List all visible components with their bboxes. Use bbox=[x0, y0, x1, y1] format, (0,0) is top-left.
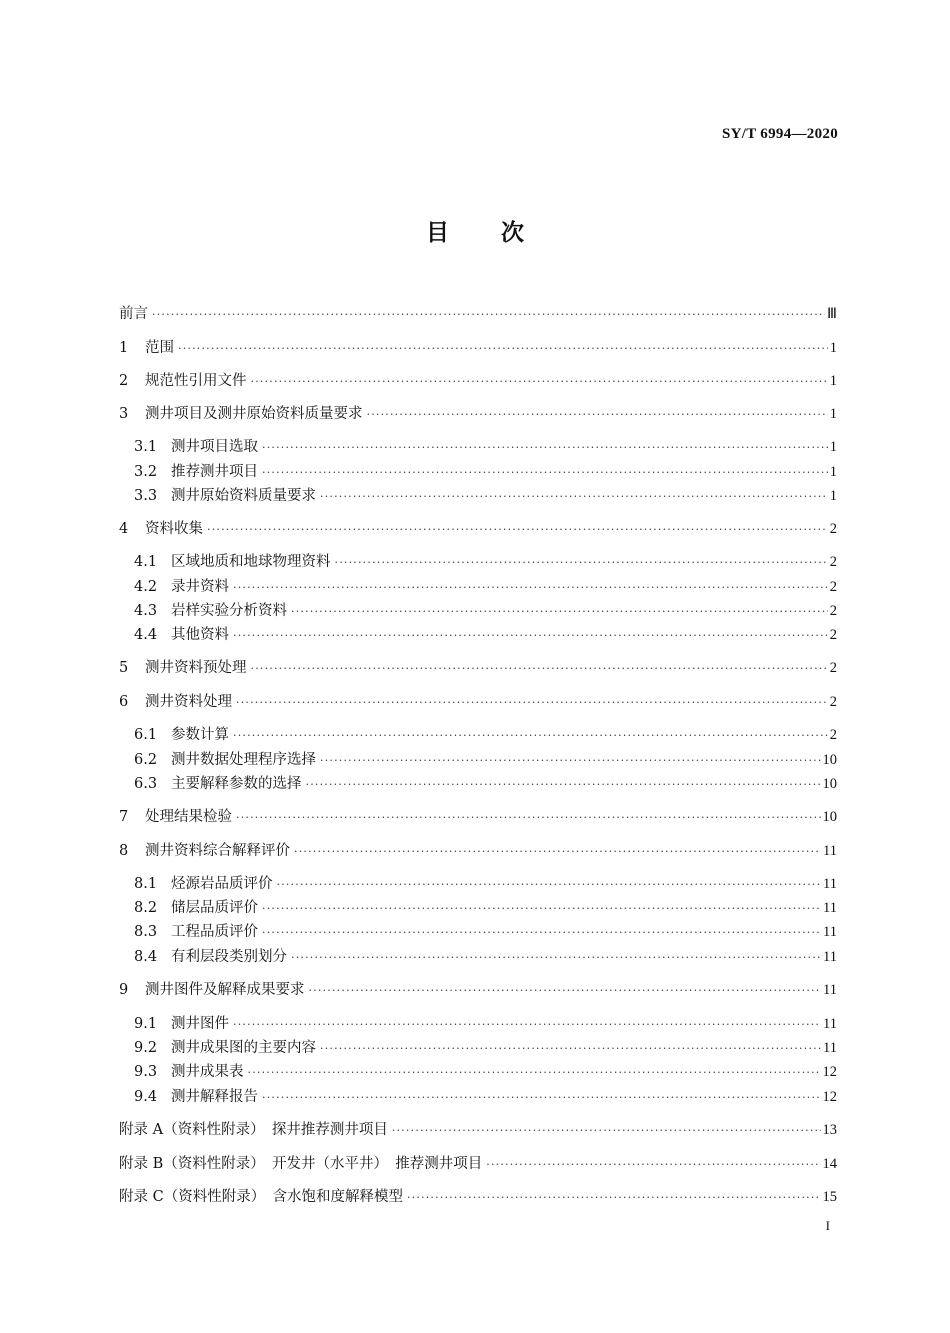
toc-leader-dots bbox=[236, 693, 828, 713]
toc-entry-page: 11 bbox=[823, 1016, 837, 1032]
toc-leader-dots bbox=[207, 520, 828, 540]
toc-entry-label: 附录 C（资料性附录） 含水饱和度解释模型 bbox=[119, 1189, 403, 1205]
toc-leader-dots bbox=[309, 981, 822, 1001]
toc-entry-number: 6.3 bbox=[134, 776, 158, 792]
toc-entry-page: 10 bbox=[822, 776, 837, 792]
toc-entry-number: 3 bbox=[119, 406, 129, 422]
toc-entry-page: 12 bbox=[822, 1064, 837, 1080]
toc-entry-label: 处理结果检验 bbox=[145, 809, 232, 825]
toc-entry[interactable] bbox=[134, 624, 837, 646]
toc-entry-label: 测井项目及测井原始资料质量要求 bbox=[145, 406, 363, 422]
toc-entry[interactable] bbox=[119, 979, 837, 1001]
toc-entry[interactable] bbox=[134, 946, 837, 968]
toc-entry[interactable] bbox=[119, 518, 837, 540]
toc-entry-page: 1 bbox=[829, 488, 837, 504]
toc-leader-dots bbox=[291, 948, 821, 968]
toc-entry-label: 烃源岩品质评价 bbox=[171, 876, 273, 892]
page-title bbox=[0, 214, 950, 247]
toc-entry[interactable] bbox=[134, 921, 837, 943]
toc-entry-page: 14 bbox=[822, 1156, 837, 1172]
toc-entry-number: 8.3 bbox=[134, 924, 158, 940]
toc-entry[interactable] bbox=[134, 1061, 837, 1083]
toc-leader-dots bbox=[277, 875, 822, 895]
toc-leader-dots bbox=[233, 726, 828, 746]
toc-entry-page: 1 bbox=[829, 464, 837, 480]
title-char-2: 次 bbox=[501, 220, 524, 246]
toc-entry-label: 储层品质评价 bbox=[171, 900, 258, 916]
toc-entry-label: 规范性引用文件 bbox=[145, 373, 247, 389]
toc-entry-label: 测井项目选取 bbox=[171, 439, 258, 455]
toc-entry-page: 11 bbox=[823, 1040, 837, 1056]
toc-entry-page: 1 bbox=[829, 373, 837, 389]
toc-entry-page: 2 bbox=[829, 727, 837, 743]
toc-entry-page: 11 bbox=[823, 949, 837, 965]
toc-entry-page: 11 bbox=[823, 843, 837, 859]
toc-entry[interactable] bbox=[134, 1037, 837, 1059]
toc-entry[interactable] bbox=[119, 303, 837, 325]
toc-entry[interactable] bbox=[134, 1013, 837, 1035]
toc-leader-dots bbox=[367, 405, 828, 425]
toc-leader-dots bbox=[178, 339, 828, 359]
toc-entry-number: 6.2 bbox=[134, 752, 158, 768]
toc-entry-number: 3.1 bbox=[134, 439, 158, 455]
toc-leader-dots bbox=[306, 775, 821, 795]
toc-entry[interactable] bbox=[119, 370, 837, 392]
toc-entry-label: 测井解释报告 bbox=[171, 1089, 258, 1105]
toc-entry[interactable] bbox=[134, 897, 837, 919]
toc-entry-page: 11 bbox=[823, 900, 837, 916]
toc-leader-dots bbox=[262, 463, 828, 483]
toc-entry-number: 7 bbox=[119, 809, 129, 825]
toc-entry-label: 测井数据处理程序选择 bbox=[171, 752, 316, 768]
toc-leader-dots bbox=[335, 553, 828, 573]
toc-entry-number: 8.1 bbox=[134, 876, 158, 892]
toc-entry-label: 测井资料预处理 bbox=[145, 660, 247, 676]
toc-entry-label: 测井资料综合解释评价 bbox=[145, 843, 290, 859]
toc-leader-dots bbox=[233, 578, 828, 598]
toc-entry[interactable] bbox=[134, 436, 837, 458]
toc-entry-page: 11 bbox=[823, 924, 837, 940]
toc-entry[interactable] bbox=[134, 724, 837, 746]
toc-entry[interactable] bbox=[119, 657, 837, 679]
toc-entry-label: 测井成果图的主要内容 bbox=[171, 1040, 316, 1056]
toc-entry[interactable] bbox=[134, 600, 837, 622]
toc-entry-page: 2 bbox=[829, 694, 837, 710]
toc-entry[interactable] bbox=[134, 1086, 837, 1108]
toc-entry-number: 9.1 bbox=[134, 1016, 158, 1032]
toc-leader-dots bbox=[486, 1155, 820, 1175]
toc-entry-label: 其他资料 bbox=[171, 627, 229, 643]
toc-leader-dots bbox=[262, 438, 828, 458]
toc-leader-dots bbox=[320, 487, 828, 507]
toc-entry-number: 9.4 bbox=[134, 1089, 158, 1105]
toc-entry[interactable] bbox=[119, 1153, 837, 1175]
toc-entry[interactable] bbox=[119, 403, 837, 425]
toc-entry[interactable] bbox=[134, 576, 837, 598]
toc-entry[interactable] bbox=[119, 337, 837, 359]
toc-entry-page: 1 bbox=[829, 439, 837, 455]
toc-entry-label: 附录 B（资料性附录） 开发井（水平井） 推荐测井项目 bbox=[119, 1156, 483, 1172]
toc-entry[interactable] bbox=[134, 461, 837, 483]
toc-leader-dots bbox=[407, 1188, 821, 1208]
toc-leader-dots bbox=[248, 1063, 821, 1083]
toc-entry-label: 测井原始资料质量要求 bbox=[171, 488, 316, 504]
toc-entry-number: 4 bbox=[119, 521, 129, 537]
toc-entry-page: 2 bbox=[829, 603, 837, 619]
toc-entry[interactable] bbox=[119, 1119, 837, 1141]
toc-entry-number: 1 bbox=[119, 340, 129, 356]
toc-entry-page: 13 bbox=[822, 1122, 837, 1138]
toc-leader-dots bbox=[294, 842, 821, 862]
toc-entry-page: 12 bbox=[822, 1089, 837, 1105]
toc-leader-dots bbox=[152, 305, 825, 325]
toc-leader-dots bbox=[233, 1015, 821, 1035]
toc-entry-number: 4.3 bbox=[134, 603, 158, 619]
toc-entry-page: 1 bbox=[829, 340, 837, 356]
toc-entry-page: Ⅲ bbox=[827, 306, 837, 322]
toc-entry-label: 前言 bbox=[119, 306, 148, 322]
toc-entry-number: 8.2 bbox=[134, 900, 158, 916]
toc-entry-label: 资料收集 bbox=[145, 521, 203, 537]
toc-entry-label: 录井资料 bbox=[171, 579, 229, 595]
toc-entry-page: 2 bbox=[829, 660, 837, 676]
toc-leader-dots bbox=[262, 923, 821, 943]
toc-entry-page: 2 bbox=[829, 579, 837, 595]
toc-entry-label: 推荐测井项目 bbox=[171, 464, 258, 480]
toc-entry-number: 6 bbox=[119, 694, 129, 710]
toc-entry-page: 15 bbox=[822, 1189, 837, 1205]
toc-entry-label: 测井资料处理 bbox=[145, 694, 232, 710]
toc-entry[interactable] bbox=[119, 840, 837, 862]
toc-entry[interactable] bbox=[134, 873, 837, 895]
toc-entry-number: 3.2 bbox=[134, 464, 158, 480]
toc-entry-label: 范围 bbox=[145, 340, 174, 356]
toc-leader-dots bbox=[233, 626, 828, 646]
toc-entry-number: 9.3 bbox=[134, 1064, 158, 1080]
toc-leader-dots bbox=[320, 1039, 821, 1059]
toc-entry-label: 附录 A（资料性附录） 探井推荐测井项目 bbox=[119, 1122, 388, 1138]
standard-code: SY/T 6994—2020 bbox=[721, 126, 838, 142]
title-char-1: 目 bbox=[426, 220, 449, 246]
toc-leader-dots bbox=[291, 602, 828, 622]
toc-entry-label: 主要解释参数的选择 bbox=[171, 776, 302, 792]
toc-entry-page: 10 bbox=[822, 752, 837, 768]
toc-entry-page: 2 bbox=[829, 521, 837, 537]
toc-entry[interactable] bbox=[119, 691, 837, 713]
toc-entry[interactable] bbox=[119, 806, 837, 828]
toc-entry-page: 11 bbox=[823, 982, 837, 998]
toc-entry-number: 8.4 bbox=[134, 949, 158, 965]
toc-entry-label: 测井图件 bbox=[171, 1016, 229, 1032]
toc-entry-page: 2 bbox=[829, 554, 837, 570]
toc-entry-label: 参数计算 bbox=[171, 727, 229, 743]
toc-entry[interactable] bbox=[134, 551, 837, 573]
toc-entry[interactable] bbox=[134, 773, 837, 795]
toc-entry-label: 区域地质和地球物理资料 bbox=[171, 554, 331, 570]
toc-entry-label: 工程品质评价 bbox=[171, 924, 258, 940]
toc-entry-page: 10 bbox=[822, 809, 837, 825]
toc-entry[interactable] bbox=[119, 1186, 837, 1208]
toc-entry-number: 3.3 bbox=[134, 488, 158, 504]
toc-leader-dots bbox=[262, 899, 821, 919]
toc-entry-label: 测井图件及解释成果要求 bbox=[145, 982, 305, 998]
toc-entry-label: 测井成果表 bbox=[171, 1064, 244, 1080]
toc-entry-number: 4.4 bbox=[134, 627, 158, 643]
toc-entry-number: 9 bbox=[119, 982, 129, 998]
toc-entry-number: 2 bbox=[119, 373, 129, 389]
toc-leader-dots bbox=[251, 372, 828, 392]
toc-entry-number: 4.2 bbox=[134, 579, 158, 595]
toc-entry-page: 2 bbox=[829, 627, 837, 643]
toc-entry-label: 有利层段类别划分 bbox=[171, 949, 287, 965]
toc-entry-number: 9.2 bbox=[134, 1040, 158, 1056]
toc-leader-dots bbox=[262, 1088, 821, 1108]
toc-entry-page: 11 bbox=[823, 876, 837, 892]
toc-leader-dots bbox=[251, 659, 828, 679]
toc-entry-page: 1 bbox=[829, 406, 837, 422]
toc-entry-label: 岩样实验分析资料 bbox=[171, 603, 287, 619]
toc-leader-dots bbox=[236, 808, 821, 828]
toc-entry-number: 5 bbox=[119, 660, 129, 676]
toc-leader-dots bbox=[392, 1121, 821, 1141]
footer-page-number: I bbox=[825, 1218, 830, 1233]
toc-entry-number: 6.1 bbox=[134, 727, 158, 743]
toc-entry-number: 4.1 bbox=[134, 554, 158, 570]
toc-entry[interactable] bbox=[134, 749, 837, 771]
toc-entry[interactable] bbox=[134, 485, 837, 507]
toc-leader-dots bbox=[320, 751, 821, 771]
toc-entry-number: 8 bbox=[119, 843, 129, 859]
